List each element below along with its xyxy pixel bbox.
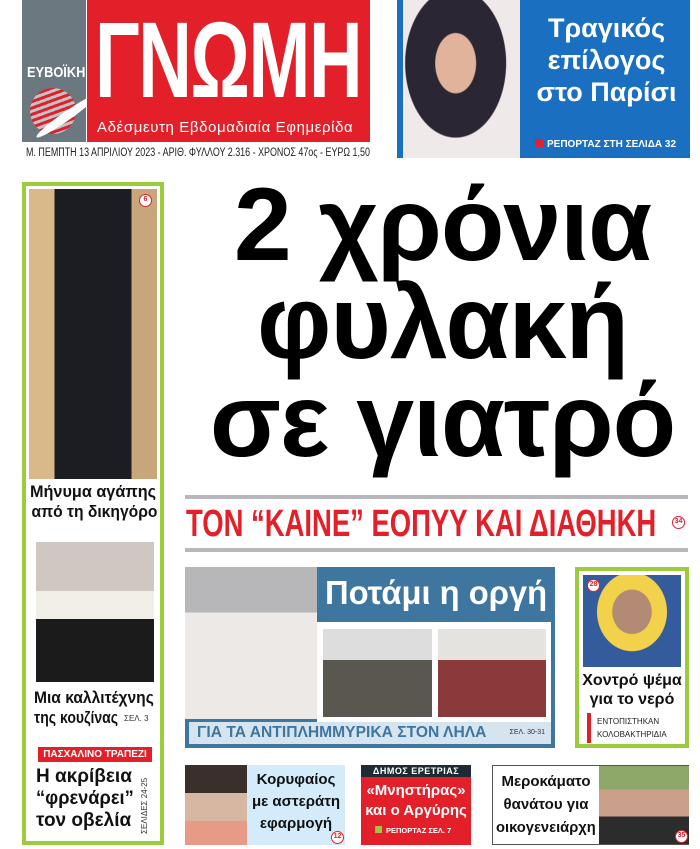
caption-line: Μια καλλιτέχνης xyxy=(34,688,154,707)
page-ref: ΣΕΛ. 3 xyxy=(124,714,149,723)
tagline: Αδέσμευτη Εβδομαδιαία Εφημερίδα xyxy=(97,119,354,136)
bullet-icon xyxy=(535,139,543,147)
main-headline-line: 2 χρόνια xyxy=(233,167,652,283)
divider xyxy=(185,548,688,552)
caption-line: Μήνυμα αγάπης xyxy=(29,482,157,501)
council-photo xyxy=(323,629,432,717)
caption-line: και ο Αργύρης xyxy=(365,802,467,819)
caption-line: Μεροκάματο xyxy=(501,773,591,790)
masthead-logo xyxy=(87,0,370,142)
main-headline-line: σε γιατρό xyxy=(209,363,676,479)
bottom-story-1[interactable] xyxy=(185,765,345,845)
left-column xyxy=(22,182,164,845)
note-line: ΕΝΤΟΠΙΣΤΗΚΑΝ xyxy=(597,717,660,726)
top-story-photo xyxy=(403,0,520,158)
water-story[interactable] xyxy=(575,567,689,748)
chef-photo xyxy=(36,542,154,682)
feature-title: Ποτάμι η οργή xyxy=(325,574,548,611)
potami-feature[interactable] xyxy=(185,567,555,748)
page-badge: 12 xyxy=(331,831,344,844)
caption-line: από τη δικηγόρο xyxy=(31,502,158,521)
logo-region-panel xyxy=(22,0,86,142)
divider xyxy=(185,495,688,499)
caption-line: της κουζίνας xyxy=(34,708,119,727)
newspaper-title: ΓΝΩΜΗ xyxy=(95,0,362,120)
main-subhead: ΤΟΝ “ΚΑΙΝΕ” ΕΟΠΥΥ ΚΑΙ ΔΙΑΘΗΚΗ xyxy=(186,503,657,545)
caption-line: με αστεράτη xyxy=(251,793,341,810)
story-caption[interactable] xyxy=(26,482,160,522)
accent-bar xyxy=(587,713,591,743)
section-label: ΔΗΜΟΣ ΕΡΕΤΡΙΑΣ xyxy=(372,766,460,776)
caption-line: Κορυφαίος xyxy=(256,771,336,788)
main-headline-line: φυλακή xyxy=(257,265,628,381)
story-caption[interactable] xyxy=(36,766,138,832)
bottom-story-3[interactable] xyxy=(492,765,689,845)
lawyer-photo xyxy=(29,189,157,479)
dateline: Μ. ΠΕΜΠΤΗ 13 ΑΠΡΙΛΙΟΥ 2023 - ΑΡΙΘ. ΦΥΛΛΟΥ 2.316 - ΧΡΟΝΟΣ 47ος - ΕΥΡΩ 1,50 xyxy=(26,147,370,159)
caption-line: «Μνηστήρας» xyxy=(366,782,466,799)
caption-line: Χοντρό ψέμα xyxy=(582,672,682,689)
top-story-ref: ΡΕΠΟΡΤΑΖ ΣΤΗ ΣΕΛΙΔΑ 32 xyxy=(547,139,677,150)
page-badge: 6 xyxy=(139,194,152,207)
page-ref: ΣΕΛ. 30-31 xyxy=(509,729,545,736)
section-label: ΠΑΣΧΑΛΙΝΟ ΤΡΑΠΕΖΙ xyxy=(43,749,147,760)
note-line: ΚΟΛΟΒΑΚΤΗΡΙΔΙΑ xyxy=(597,730,667,739)
caption-line: οικογενειάρχη xyxy=(496,819,596,836)
caption-line: “φρενάρει” xyxy=(36,788,134,809)
caption-line: εφαρμογή xyxy=(259,815,333,832)
top-story-headline-line: Τραγικός xyxy=(547,13,665,43)
page-ref: ΡΕΠΟΡΤΑΖ ΣΕΛ. 7 xyxy=(386,826,452,835)
main-headline[interactable] xyxy=(195,167,690,479)
page-badge: 28 xyxy=(587,579,600,592)
top-story-headline-line: στο Παρίσι xyxy=(536,77,677,107)
caption-line: θανάτου για xyxy=(503,796,589,813)
bottom-story-2[interactable] xyxy=(361,765,471,845)
caption-line: Η ακρίβεια xyxy=(36,766,132,787)
top-story-teaser[interactable] xyxy=(397,0,690,158)
page-badge: 35 xyxy=(675,830,688,843)
speaker-photo xyxy=(185,567,317,719)
page-badge: 34 xyxy=(672,516,685,529)
top-story-headline-line: επίλογος xyxy=(547,45,666,75)
feature-subtitle: ΓΙΑ ΤΑ ΑΝΤΙΠΛΗΜΜΥΡΙΚΑ ΣΤΟΝ ΛΗΛΑ xyxy=(197,724,487,741)
council-photo xyxy=(438,629,546,717)
caption-line: τον οβελία xyxy=(36,810,132,831)
caption-line: για το νερό xyxy=(589,691,675,708)
student-photo xyxy=(185,765,247,845)
page-ref: ΣΕΛΙΔΕΣ 24-25 xyxy=(140,777,149,834)
bullet-icon xyxy=(375,826,382,833)
logo-region: ΕΥΒΟΪΚΗ xyxy=(27,64,86,81)
